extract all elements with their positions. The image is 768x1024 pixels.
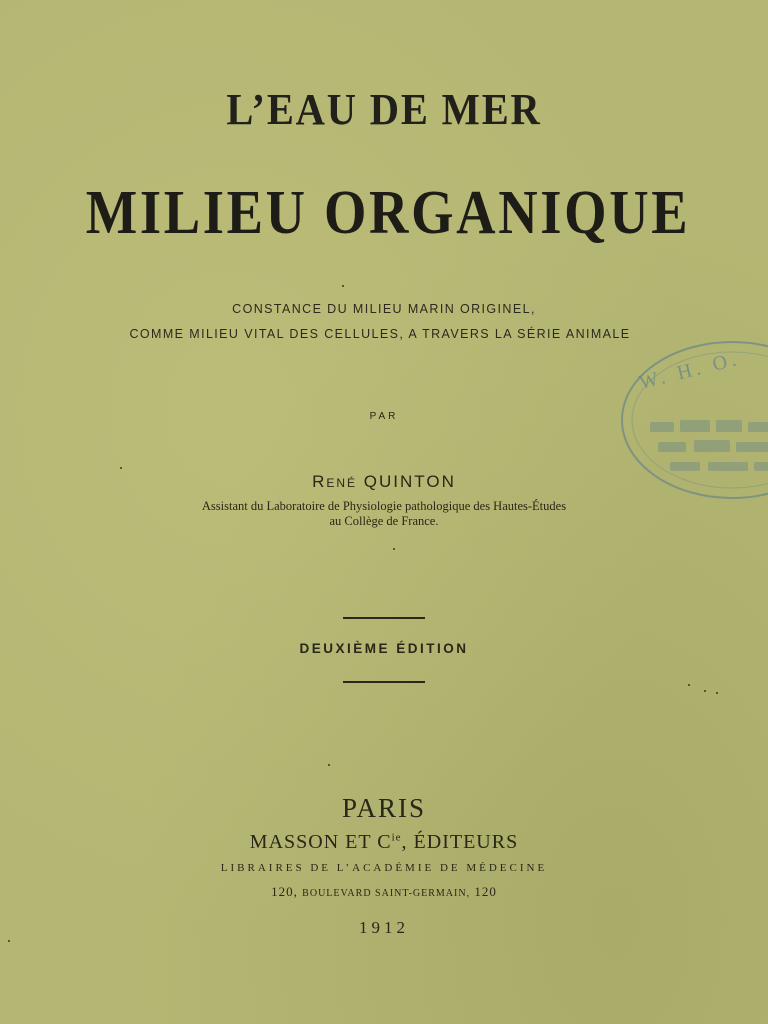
- subtitle-line-2: COMME MILIEU VITAL DES CELLULES, A TRAVERS LA SÉRIE ANIMALE: [129, 327, 631, 341]
- edition-label: DEUXIÈME ÉDITION: [299, 641, 469, 656]
- imprint-city: PARIS: [341, 793, 427, 823]
- imprint-address: [0, 884, 768, 900]
- rule-top: [343, 617, 425, 619]
- rule-bottom: [343, 681, 425, 683]
- address-street: BOULEVARD SAINT-GERMAIN,: [302, 888, 471, 899]
- author-affiliation-line-1: Assistant du Laboratoire de Physiologie pathologique des Hautes-Études: [201, 499, 567, 513]
- author-affiliation-line-2: au Collège de France.: [329, 514, 439, 528]
- publisher-sup: ie: [391, 831, 402, 844]
- stamp-text: W. H. O.: [637, 347, 743, 394]
- imprint-year: 1912: [359, 918, 409, 937]
- subtitle-line-1: CONSTANCE DU MILIEU MARIN ORIGINEL,: [232, 302, 536, 316]
- publisher-name: MASSON ET C: [249, 831, 392, 853]
- publisher-tail: , ÉDITEURS: [401, 831, 519, 853]
- title-line-1: L’EAU DE MER: [226, 85, 542, 134]
- author-first-name: René: [312, 472, 358, 491]
- title-line-2: MILIEU ORGANIQUE: [85, 179, 691, 247]
- author-last-name: QUINTON: [363, 472, 456, 491]
- address-number-2: 120: [474, 884, 497, 899]
- address-number-1: 120,: [271, 884, 298, 899]
- stamp-faded-lettering: [650, 420, 768, 471]
- par-label: PAR: [369, 411, 399, 422]
- library-stamp: [614, 338, 768, 502]
- imprint-libraires: LIBRAIRES DE L’ACADÉMIE DE MÉDECINE: [220, 862, 548, 874]
- imprint-publisher: [0, 831, 768, 854]
